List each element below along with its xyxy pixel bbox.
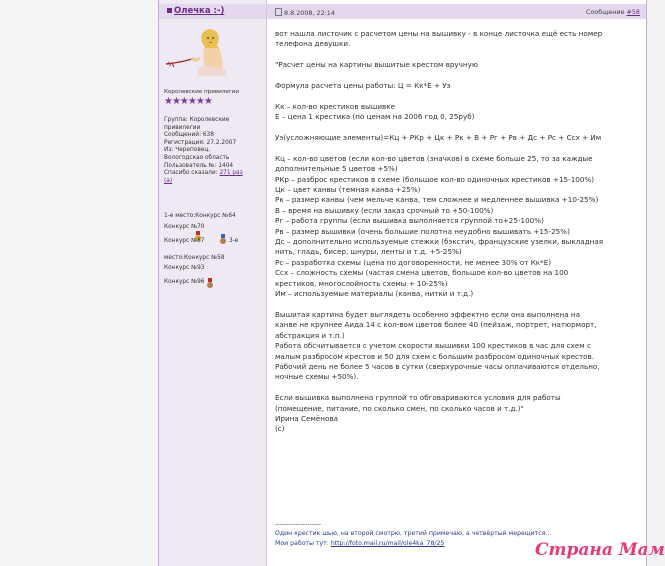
message-number-link[interactable]: #58 (626, 8, 640, 16)
user-info (164, 117, 264, 185)
signature-divider: -------------------- (275, 520, 322, 528)
post-line: Им – используемые материалы (канва, нитки и т.д.) (275, 289, 474, 299)
document-icon (275, 8, 282, 16)
post-line: абстракция и т.п.) (275, 330, 345, 340)
post-line: нить, гладь, бисер, шнуры, ленты и т.д. +5-25%) (275, 247, 462, 257)
username-link[interactable] (167, 6, 224, 16)
post-line: вот нашла листочик с расчетом цены на вышивку - в конце листочка ещё есть номер (275, 29, 603, 38)
contest-award: Конкурс №87 (164, 238, 205, 244)
post-date-text: 8.8.2008, 22:14 (284, 9, 335, 17)
post-line: Уэ(усложняющие элементы)=Кц + РКр + Цк + Рк + В + Рг + Рв + Дс + Рс + Ссх + Им (275, 133, 602, 142)
message-label: Сообщение (586, 8, 625, 16)
post-line: Цк – цвет канвы (темная канва +25%) (275, 185, 421, 195)
thanks-line (164, 170, 264, 178)
post-line: РКр – разброс крестиков в схеме (большое кол-во одиночных крестиков +15-100%) (275, 174, 595, 184)
post-line: Кк – кол-во крестиков вышивке (275, 101, 396, 111)
blank-line (275, 123, 643, 133)
post-line: Вышитая картина будет выглядеть особенно эффектно если она выполнена на (275, 309, 581, 319)
contest-award: место:Конкурс №58 (164, 255, 225, 261)
site-watermark: Страна Мам (535, 540, 665, 560)
info-line: Вологодская область (164, 154, 230, 161)
post-line: канве не крупнее Аида 14 с кол-вом цветов более 40 (пейзаж, портрет, натюрморт, (275, 320, 597, 330)
post-line: дополнительные 5 цветов +5%) (275, 164, 398, 174)
post-content (267, 0, 646, 566)
post-line: В – время на вышивку (если заказ срочный то +50-100%) (275, 205, 494, 215)
post-line: Рс – разработка схемы (цена по договоренности, не менее 30% от Кк*Е) (275, 257, 552, 267)
info-line: Пользователь №: 1404 (164, 162, 234, 169)
thanks-link-2[interactable]: (а) (164, 177, 173, 184)
post-line: Если вышивка выполнена группой то обговариваются условия для работы (275, 393, 561, 403)
rank-stars: ★★★★★★ (164, 96, 212, 107)
signature-label: Мои работы тут: (275, 540, 329, 547)
post-line: Рг – работа группы (если вышивка выполняется группой то+25-100%) (275, 216, 544, 226)
post-line: ночные схемы +50%). (275, 372, 359, 382)
thanks-label: Спасибо сказали: (164, 170, 218, 177)
post-line: Кц – кол-во цветов (если кол-во цветов (значков) в схеме больше 25, то за каждые (275, 153, 593, 163)
post-line: крестиков, многослойность схемы + 10-25%) (275, 278, 448, 288)
post-line: Ирина Семёнова (275, 413, 339, 423)
blank-line (275, 50, 643, 60)
info-line: Группа: Королевские (164, 117, 230, 123)
contest-award: 1-е место:Конкурс №64 (164, 213, 236, 219)
info-line: Регистрация: 27.2.2007 (164, 139, 237, 146)
username-text[interactable]: Олечка :-) (174, 6, 225, 16)
forum-post (158, 0, 647, 566)
blank-line (275, 383, 643, 393)
post-line: "Расчет цены на картины вышитые крестом вручную (275, 60, 478, 70)
post-line: Работа обсчитывается с учетом скорости вышивки 100 крестиков в час для схем с (275, 341, 591, 351)
thanks-line-2 (164, 178, 264, 186)
post-line: Рк – размер канвы (чем мельче канва, тем сложнее и медленнее вышивка +10-25%) (275, 195, 599, 205)
info-line: Сообщений: 638 (164, 132, 214, 139)
page-left-gutter (0, 0, 158, 566)
blank-line (275, 299, 643, 309)
message-number (586, 8, 640, 16)
user-avatar (164, 24, 229, 79)
post-line: (помещение, питание, по сколько смен, по сколько часов и т.д.)" (275, 403, 524, 413)
user-sidebar (159, 0, 267, 566)
post-body (275, 29, 643, 435)
signature-links (275, 540, 444, 547)
post-line: (с) (275, 424, 285, 434)
blank-line (275, 143, 643, 153)
contest-award: Конкурс №93 (164, 265, 205, 271)
post-line: Е – цена 1 крестика (по ценам на 2006 год 0, 25руб) (275, 112, 475, 122)
user-rank: Королевские привилегии (164, 89, 239, 95)
works-link[interactable]: http://foto.mail.ru/mail/ole4ka_78/25 (330, 540, 445, 547)
post-date (275, 8, 335, 17)
medal-icon (206, 278, 214, 288)
user-icon (167, 8, 172, 13)
post-line: телефона девушки. (275, 39, 351, 49)
post-line: Рв – размер вышивки (очень большие полотна неудобно вышивать +15-25%) (275, 226, 570, 236)
contest-award: Конкурс №96 (164, 279, 205, 285)
post-line: Формула расчета цены работы: Ц = Кк*Е + Уэ (275, 81, 451, 90)
contest-award: Конкурс №70 (164, 224, 205, 230)
post-line: малым разбросом крестов и 50 для схем с большим разбросом одиночных крестов. (275, 351, 595, 361)
post-line: Дс – дополнительно используемые стежки (бэкстич, французские узелки, выкладная (275, 237, 604, 247)
post-line: Ссх – сложность схемы (частая смена цветов, большое кол-во цветов на 100 (275, 268, 569, 278)
thanks-link[interactable]: 271 раз (219, 170, 243, 177)
signature-quote: Один крестик шью, на второй смотрю, третий примечаю, а четвёртый мерещится... (275, 530, 552, 537)
post-line: Рабочий день не более 5 часов в сутки (сверхурочные часы оплачиваются отдельно, (275, 361, 600, 371)
blank-line (275, 91, 643, 101)
blank-line (275, 71, 643, 81)
contest-award: 3-е (229, 238, 239, 244)
info-line: Из: Череповец, (164, 147, 211, 154)
info-line: привилегии (164, 124, 201, 131)
medal-icon (219, 234, 227, 244)
